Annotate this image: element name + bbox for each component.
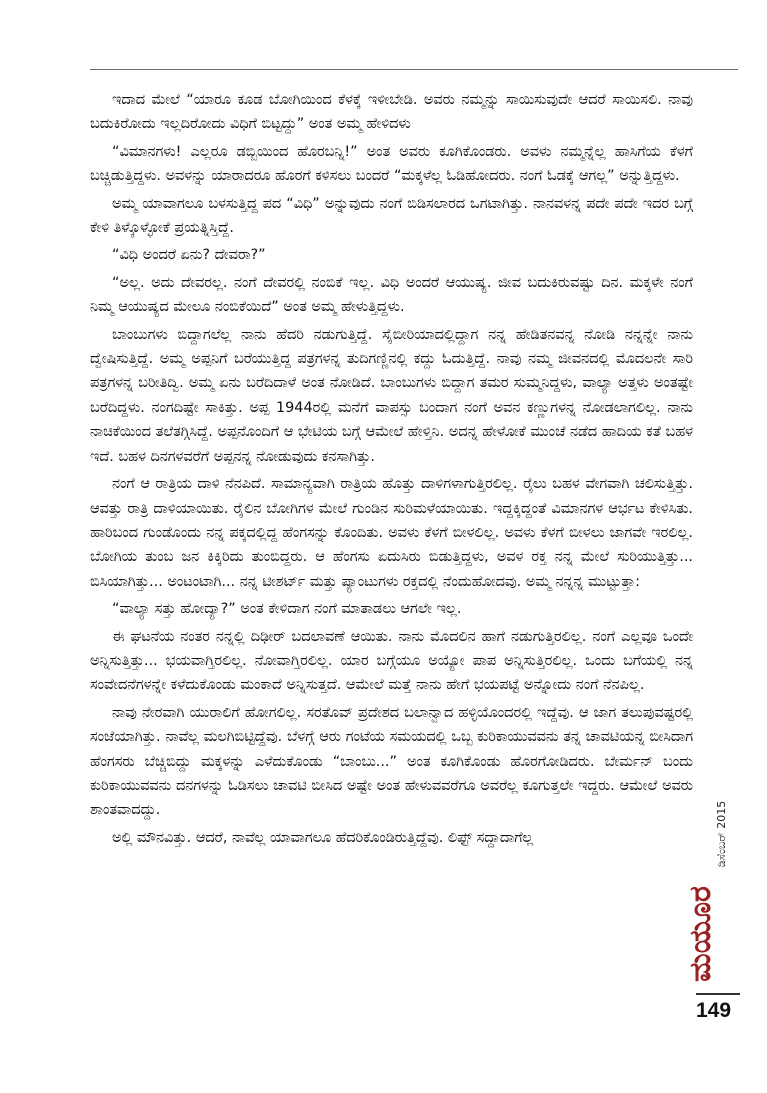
article-paragraph: ಅಲ್ಲಿ ಮೌನವಿತ್ತು. ಆದರೆ, ನಾವೆಲ್ಲ ಯಾವಾಗಲೂ ಹೆದರಿಕೊಂಡಿರುತ್ತಿದ್ದೆವು. ಲಿಫ್ಟ್ ಸದ್ದಾದಾಗೆಲ್ಲ: [112, 829, 534, 846]
article-paragraph: ಇದಾದ ಮೇಲೆ “ಯಾರೂ ಕೂಡ ಬೋಗಿಯಿಂದ ಕೆಳಕ್ಕೆ ಇಳೀಬೇಡಿ. ಅವರು ನಮ್ಮನ್ನು ಸಾಯಿಸುವುದೇ ಆದರೆ ಸಾಯಿಸಲಿ. ನಾವು ಬದುಕಿರೋದು ಇಲ್ಲದಿರೋದು ವಿಧಿಗೆ ಬಿಟ್ಟದ್ದು” ಅಂತ ಅಮ್ಮ ಹೇಳಿದಳು: [90, 92, 693, 133]
article-body: [90, 88, 693, 850]
page-number: 149: [696, 999, 732, 1022]
article-paragraph: “ವಾಲ್ಯಾ ಸತ್ತು ಹೋದ್ಯಾ?” ಅಂತ ಕೇಳಿದಾಗ ನಂಗೆ ಮಾತಾಡಲು ಆಗಲೇ ಇಲ್ಲ.: [112, 601, 462, 618]
article-paragraph: ಬಾಂಬುಗಳು ಬಿದ್ದಾಗಲೆಲ್ಲ ನಾನು ಹೆದರಿ ನಡುಗುತ್ತಿದ್ದೆ. ಸೈಬೀರಿಯಾದಲ್ಲಿದ್ದಾಗ ನನ್ನ ಹೇಡಿತನವನ್ನ ನೋಡಿ ನನ್ನನ್ನೇ ನಾನು ದ್ವೇಷಿಸುತ್ತಿದ್ದೆ. ಅಮ್ಮ ಅಪ್ಪನಿಗೆ ಬರೆಯುತ್ತಿದ್ದ ಪತ್ರಗಳನ್ನ ತುದಿಗಣ್ಣಿನಲ್ಲಿ ಕದ್ದು ಓದುತ್ತಿದ್ದೆ. ನಾವು ನಮ್ಮ ಜೀವನದಲ್ಲಿ ಮೊದಲನೇ ಸಾರಿ ಪತ್ರಗಳನ್ನ ಬರೀತಿದ್ವಿ. ಅಮ್ಮ ಏನು ಬರೆದಿದಾಳೆ ಅಂತ ನೋಡಿದೆ. ಬಾಂಬುಗಳು ಬಿದ್ದಾಗ ತಮರ ಸುಮ್ಮನಿದ್ದಳು, ವಾಲ್ಯಾ ಅತ್ತಳು ಅಂತಷ್ಟೇ ಬರೆದಿದ್ದಳು. ನಂಗದಿಷ್ಟೇ ಸಾಕಿತ್ತು. ಅಪ್ಪ 1944ರಲ್ಲಿ ಮನೆಗೆ ವಾಪಸ್ಸು ಬಂದಾಗ ನಂಗೆ ಅವನ ಕಣ್ಣುಗಳನ್ನ ನೋಡಲಾಗಲಿಲ್ಲ. ನಾನು ನಾಚಿಕೆಯಿಂದ ತಲೆತಗ್ಗಿಸಿದ್ದೆ. ಅಪ್ಪನೊಂದಿಗೆ ಆ ಭೇಟಿಯ ಬಗ್ಗೆ ಆಮೇಲೆ ಹೇಳ್ತಿನಿ. ಅದನ್ನ ಹೇಳೋಕೆ ಮುಂಚೆ ನಡೆದ ಹಾದಿಯ ಕತೆ ಬಹಳ ಇದೆ. ಬಹಳ ದಿನಗಳವರೆಗೆ ಅಪ್ಪನನ್ನ ನೋಡುವುದು ಕನಸಾಗಿತ್ತು.: [90, 326, 693, 465]
issue-date-label: [715, 798, 735, 870]
issue-date: ಡಿಸೆಂಬರ್ 2015: [715, 800, 728, 868]
article-paragraph: “ವಿಧಿ ಅಂದರೆ ಏನು? ದೇವರಾ?”: [112, 247, 266, 264]
article-paragraph: ಈ ಘಟನೆಯ ನಂತರ ನನ್ನಲ್ಲಿ ದಿಢೀರ್ ಬದಲಾವಣೆ ಆಯಿತು. ನಾನು ಮೊದಲಿನ ಹಾಗೆ ನಡುಗುತ್ತಿರಲಿಲ್ಲ. ನಂಗೆ ಎಲ್ಲವೂ ಒಂದೇ ಅನ್ನಿಸುತ್ತಿತ್ತು... ಭಯವಾಗ್ತಿರಲಿಲ್ಲ. ನೋವಾಗ್ತಿರಲಿಲ್ಲ. ಯಾರ ಬಗ್ಗೆಯೂ ಅಯ್ಯೋ ಪಾಪ ಅನ್ನಿಸುತ್ತಿರಲಿಲ್ಲ. ಒಂದು ಬಗೆಯಲ್ಲಿ ನನ್ನ ಸಂವೇದನೆಗಳನ್ನೇ ಕಳೆದುಕೊಂಡು ಮಂಕಾದೆ ಅನ್ನಿಸುತ್ತದೆ. ಆಮೇಲೆ ಮತ್ತೆ ನಾನು ಹೇಗೆ ಭಯಪಟ್ಟೆ ಅನ್ನೋದು ನಂಗೆ ನೆನಪಿಲ್ಲ.: [90, 628, 693, 694]
article-paragraph: ಅಮ್ಮ ಯಾವಾಗಲೂ ಬಳಸುತ್ತಿದ್ದ ಪದ “ವಿಧಿ” ಅನ್ನುವುದು ನಂಗೆ ಬಿಡಿಸಲಾರದ ಒಗಟಾಗಿತ್ತು. ನಾನವಳನ್ನ ಪದೇ ಪದೇ ಇದರ ಬಗ್ಗೆ ಕೇಳಿ ತಿಳ್ಕೊಳ್ಳೋಕೆ ಪ್ರಯತ್ನಿಸ್ತಿದ್ದೆ.: [90, 195, 693, 237]
header-rule: [90, 69, 738, 70]
article-paragraph: ನಾವು ನೇರವಾಗಿ ಯುರಾಲಿಗೆ ಹೋಗಲಿಲ್ಲ. ಸರತೊವ್ ಪ್ರದೇಶದ ಬಲಾನ್ವಾದ ಹಳ್ಳಿಯೊಂದರಲ್ಲಿ ಇದ್ದೆವು. ಆ ಜಾಗ ತಲುಪುವಷ್ಟರಲ್ಲಿ ಸಂಜೆಯಾಗಿತ್ತು. ನಾವೆಲ್ಲ ಮಲಗಿಬಿಟ್ಟಿದ್ದೆವು. ಬೆಳಗ್ಗೆ ಆರು ಗಂಟೆಯ ಸಮಯದಲ್ಲಿ ಒಬ್ಬ ಕುರಿಕಾಯುವವನು ತನ್ನ ಚಾವಟಿಯನ್ನ ಬೀಸಿದಾಗ ಹೆಂಗಸರು ಬೆಚ್ಚಿಬಿದ್ದು ಮಕ್ಕಳನ್ನು ಎಳೆದುಕೊಂಡು “ಬಾಂಬು...” ಅಂತ ಕೂಗಿಕೊಂಡು ಹೊರಗೋಡಿದರು. ಬೇರ್ಮನ್ ಬಂದು ಕುರಿಕಾಯುವವನು ದನಗಳನ್ನು ಓಡಿಸಲು ಚಾವಟಿ ಬೀಸಿದ ಅಷ್ಟೇ ಅಂತ ಹೇಳುವವರೆಗೂ ಅವರೆಲ್ಲ ಕೂಗುತ್ತಲೇ ಇದ್ದರು. ಆಮೇಲೆ ಅವರು ಶಾಂತವಾದದ್ದು.: [90, 704, 693, 819]
footer-rule: [696, 993, 740, 995]
article-paragraph: “ವಿಮಾನಗಳು! ಎಲ್ಲರೂ ಡಬ್ಬಿಯಿಂದ ಹೊರಬನ್ನಿ!” ಅಂತ ಅವರು ಕೂಗಿಕೊಂಡರು. ಅವಳು ನಮ್ಮನ್ನೆಲ್ಲ ಹಾಸಿಗೆಯ ಕೆಳಗೆ ಬಚ್ಚಿಡುತ್ತಿದ್ದಳು. ಅವಳನ್ನು ಯಾರಾದರೂ ಹೊರಗೆ ಕಳಿಸಲು ಬಂದರೆ “ಮಕ್ಕಳೆಲ್ಲ ಓಡಿಹೋದರು. ನಂಗೆ ಓಡಕ್ಕೆ ಆಗಲ್ಲ” ಅನ್ನುತ್ತಿದ್ದಳು.: [90, 143, 693, 185]
magazine-sidebar: [683, 798, 740, 988]
magazine-brand: ಮಯೂರ: [683, 886, 718, 982]
article-paragraph: ನಂಗೆ ಆ ರಾತ್ರಿಯ ದಾಳಿ ನೆನಪಿದೆ. ಸಾಮಾನ್ಯವಾಗಿ ರಾತ್ರಿಯ ಹೊತ್ತು ದಾಳಿಗಳಾಗುತ್ತಿರಲಿಲ್ಲ. ರೈಲು ಬಹಳ ವೇಗವಾಗಿ ಚಲಿಸುತ್ತಿತ್ತು. ಆವತ್ತು ರಾತ್ರಿ ದಾಳಿಯಾಯಿತು. ರೈಲಿನ ಬೋಗಿಗಳ ಮೇಲೆ ಗುಂಡಿನ ಸುರಿಮಳೆಯಾಯಿತು. ಇದ್ದಕ್ಕಿದ್ದಂತೆ ವಿಮಾನಗಳ ಆರ್ಭಟ ಕೇಳಿಸಿತು. ಹಾರಿಬಂದ ಗುಂಡೊಂದು ನನ್ನ ಪಕ್ಕದಲ್ಲಿದ್ದ ಹೆಂಗಸನ್ನು ಕೊಂದಿತು. ಅವಳು ಕೆಳಗೆ ಬೀಳಲಿಲ್ಲ. ಅವಳು ಕೆಳಗೆ ಬೀಳಲು ಜಾಗವೇ ಇರಲಿಲ್ಲ. ಬೋಗಿಯ ತುಂಬ ಜನ ಕಿಕ್ಕಿರಿದು ತುಂಬಿದ್ದರು. ಆ ಹೆಂಗಸು ಏದುಸಿರು ಬಿಡುತ್ತಿದ್ದಳು, ಅವಳ ರಕ್ತ ನನ್ನ ಮೇಲೆ ಸುರಿಯುತ್ತಿತ್ತು... ಬಿಸಿಯಾಗಿತ್ತು... ಅಂಟಂಟಾಗಿ... ನನ್ನ ಟೀಶರ್ಟ್ ಮತ್ತು ಪ್ಯಾಂಟುಗಳು ರಕ್ತದಲ್ಲಿ ನೆಂದುಹೋದವು. ಅಮ್ಮ ನನ್ನನ್ನ ಮುಟ್ಟುತ್ತಾ:: [90, 476, 693, 590]
article-paragraph: “ಅಲ್ಲ. ಅದು ದೇವರಲ್ಲ. ನಂಗೆ ದೇವರಲ್ಲಿ ನಂಬಿಕೆ ಇಲ್ಲ. ವಿಧಿ ಅಂದರೆ ಆಯುಷ್ಯ. ಜೀವ ಬದುಕಿರುವಷ್ಟು ದಿನ. ಮಕ್ಕಳೇ ನಂಗೆ ನಿಮ್ಮ ಆಯುಷ್ಯದ ಮೇಲೂ ನಂಬಿಕೆಯಿದೆ” ಅಂತ ಅಮ್ಮ ಹೇಳುತ್ತಿದ್ದಳು.: [90, 274, 693, 316]
